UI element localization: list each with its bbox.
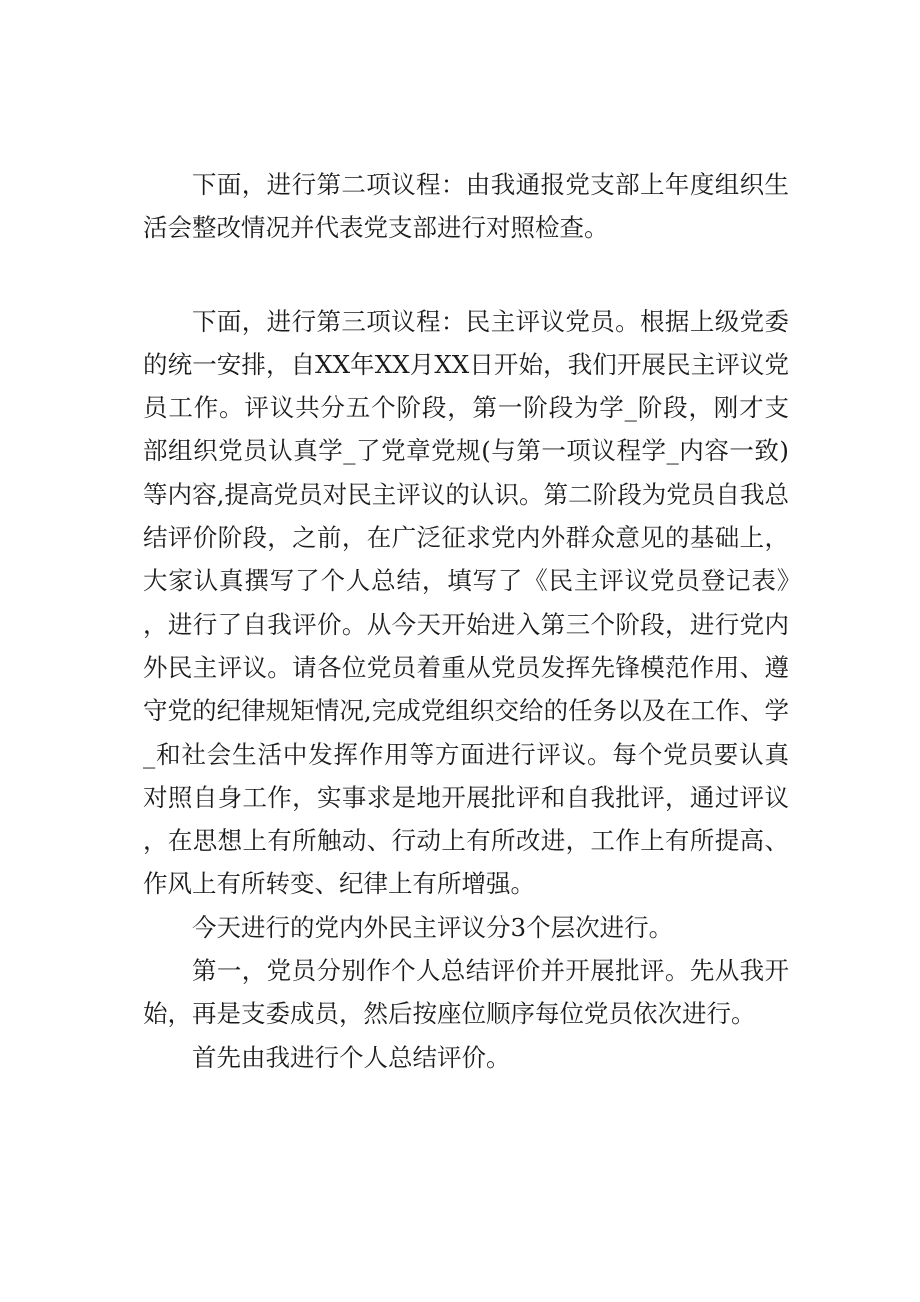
paragraph-agenda-item-two: 下面，进行第二项议程：由我通报党支部上年度组织生活会整改情况并代表党支部进行对照检查。 bbox=[143, 170, 789, 243]
paragraph-self-evaluation: 首先由我进行个人总结评价。 bbox=[192, 1042, 511, 1072]
paragraph-first-level: 第一，党员分别作个人总结评价并开展批评。先从我开始，再是支委成员，然后按座位顺序每位党员依次进行。 bbox=[143, 956, 789, 1029]
paragraph-evaluation-levels: 今天进行的党内外民主评议分3个层次进行。 bbox=[192, 912, 674, 942]
paragraph-agenda-item-three: 下面，进行第三项议程：民主评议党员。根据上级党委的统一安排，自XX年XX月XX日开始，我们开展民主评议党员工作。评议共分五个阶段，第一阶段为学_阶段，刚才支部组织党员认真学_了党章党规(与第一项议程学_内容一致)等内容,提高党员对民主评议的认识。第二阶段为党员自我总结评价阶段，之前，在广泛征求党内外群众意见的基础上，大家认真撰写了个人总结，填写了《民主评议党员登记表》，进行了自我评价。从今天开始进入第三个阶段，进行党内外民主评议。请各位党员着重从党员发挥先锋模范作用、遵守党的纪律规矩情况,完成党组织交给的任务以及在工作、学_和社会生活中发挥作用等方面进行评议。每个党员要认真对照自身工作，实事求是地开展批评和自我批评，通过评议，在思想上有所触动、行动上有所改进，工作上有所提高、作风上有所转变、纪律上有所增强。 bbox=[143, 306, 789, 899]
document-body bbox=[143, 163, 789, 1079]
